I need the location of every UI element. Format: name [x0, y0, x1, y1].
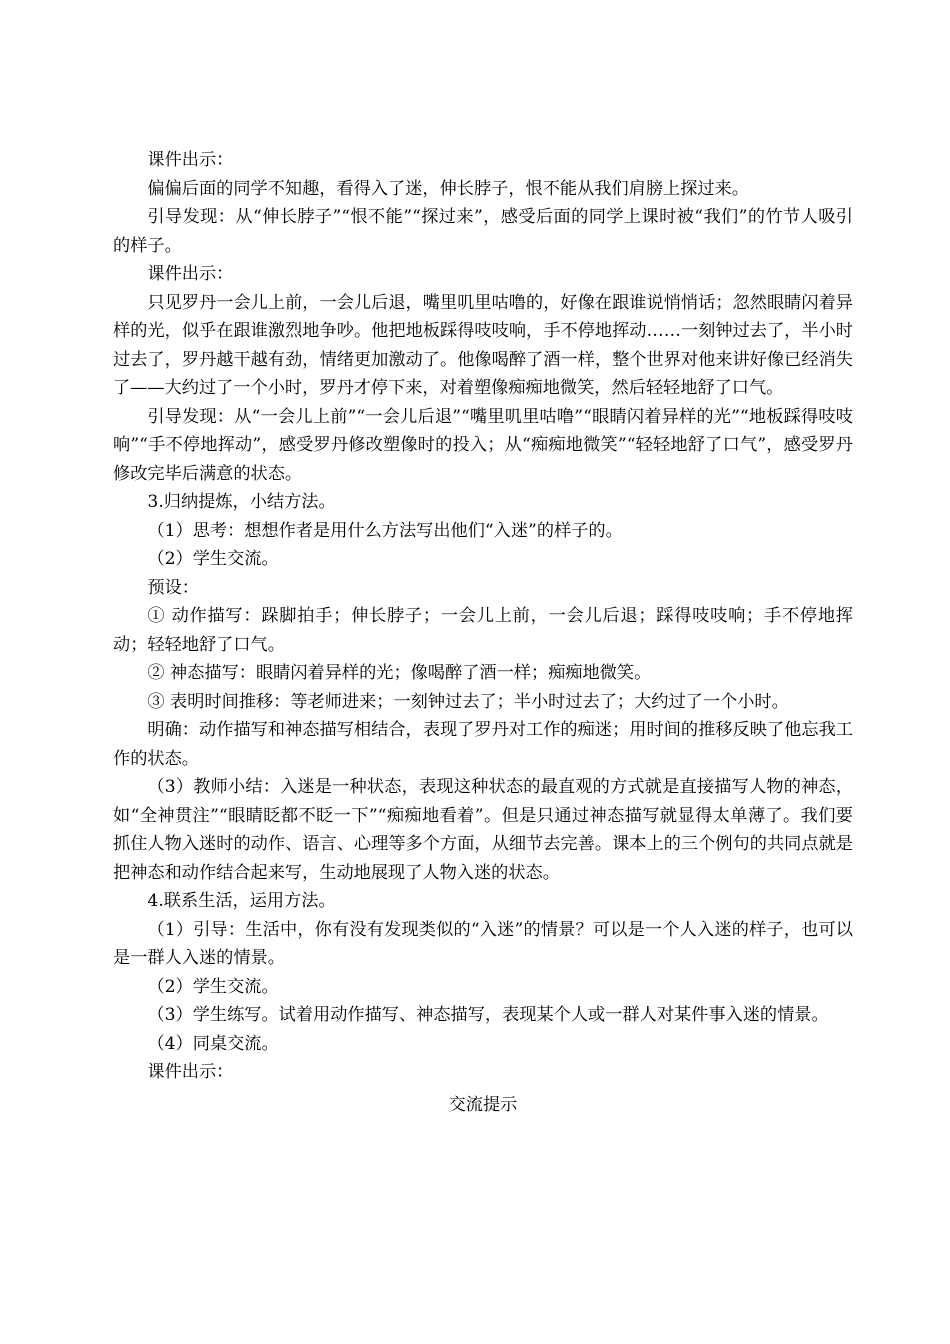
box-title: 交流提示	[448, 1094, 518, 1115]
paragraph: 课件出示：	[147, 264, 234, 284]
paragraph: 课件出示：	[147, 150, 234, 170]
paragraph: （4）同桌交流。	[147, 1033, 279, 1054]
paragraph: （3）教师小结：入迷是一种状态，表现这种状态的最直观的方式就是直接描写人物的神态，如“全神贯注”“眼睛眨都不眨一下”“痴痴地看着”。但是只通过神态描写就显得太单薄了。我们要抓住人物入迷时的动作、语言、心理等多个方面，从细节去完善。课本上的三个例句的共同点就是把神态和动作结合起来写，生动地展现了人物入迷的状态。	[113, 777, 853, 883]
paragraph: 明确：动作描写和神态描写相结合，表现了罗丹对工作的痴迷；用时间的推移反映了他忘我工作的状态。	[113, 720, 853, 769]
paragraph: ② 神态描写：眼睛闪着异样的光；像喝醉了酒一样；痴痴地微笑。	[147, 663, 652, 683]
document-body	[113, 146, 853, 1119]
paragraph: （2）学生交流。	[147, 549, 279, 569]
paragraph: （1）引导：生活中，你有没有发现类似的“入迷”的情景？可以是一个人入迷的样子，也可以是一群人入迷的情景。	[113, 919, 853, 968]
paragraph: （1）思考：想想作者是用什么方法写出他们“入迷”的样子的。	[147, 520, 623, 541]
paragraph: ③ 表明时间推移：等老师进来；一刻钟过去了；半小时过去了；大约过了一个小时。	[147, 691, 789, 712]
paragraph: ① 动作描写：跺脚拍手；伸长脖子；一会儿上前，一会儿后退；踩得吱吱响；手不停地挥动；轻轻地舒了口气。	[113, 606, 853, 655]
paragraph: （3）学生练写。试着用动作描写、神态描写，表现某个人或一群人对某件事入迷的情景。	[147, 1005, 829, 1025]
paragraph: 课件出示：	[147, 1062, 234, 1082]
paragraph: 引导发现：从“伸长脖子”“恨不能”“探过来”，感受后面的同学上课时被“我们”的竹节人吸引的样子。	[113, 207, 853, 256]
paragraph: 4.联系生活，运用方法。	[147, 891, 336, 911]
paragraph: 偏偏后面的同学不知趣，看得入了迷，伸长脖子，恨不能从我们肩膀上探过来。	[147, 178, 749, 199]
paragraph: 引导发现：从“一会儿上前”“一会儿后退”“嘴里叽里咕噜”“眼睛闪着异样的光”“地板踩得吱吱响”“手不停地挥动”，感受罗丹修改塑像时的投入；从“痴痴地微笑”“轻轻地舒了口气”，感受罗丹修改完毕后满意的状态。	[113, 406, 853, 484]
paragraph: （2）学生交流。	[147, 976, 279, 997]
paragraph: 预设：	[147, 577, 199, 598]
paragraph: 只见罗丹一会儿上前，一会儿后退，嘴里叽里咕噜的，好像在跟谁说悄悄话；忽然眼睛闪着异样的光，似乎在跟谁激烈地争吵。他把地板踩得吱吱响，手不停地挥动……一刻钟过去了，半小时过去了，罗丹越干越有劲，情绪更加激动了。他像喝醉了酒一样，整个世界对他来讲好像已经消失了——大约过了一个小时，罗丹才停下来，对着塑像痴痴地微笑，然后轻轻地舒了口气。	[113, 292, 853, 398]
paragraph: 3.归纳提炼，小结方法。	[147, 492, 336, 512]
